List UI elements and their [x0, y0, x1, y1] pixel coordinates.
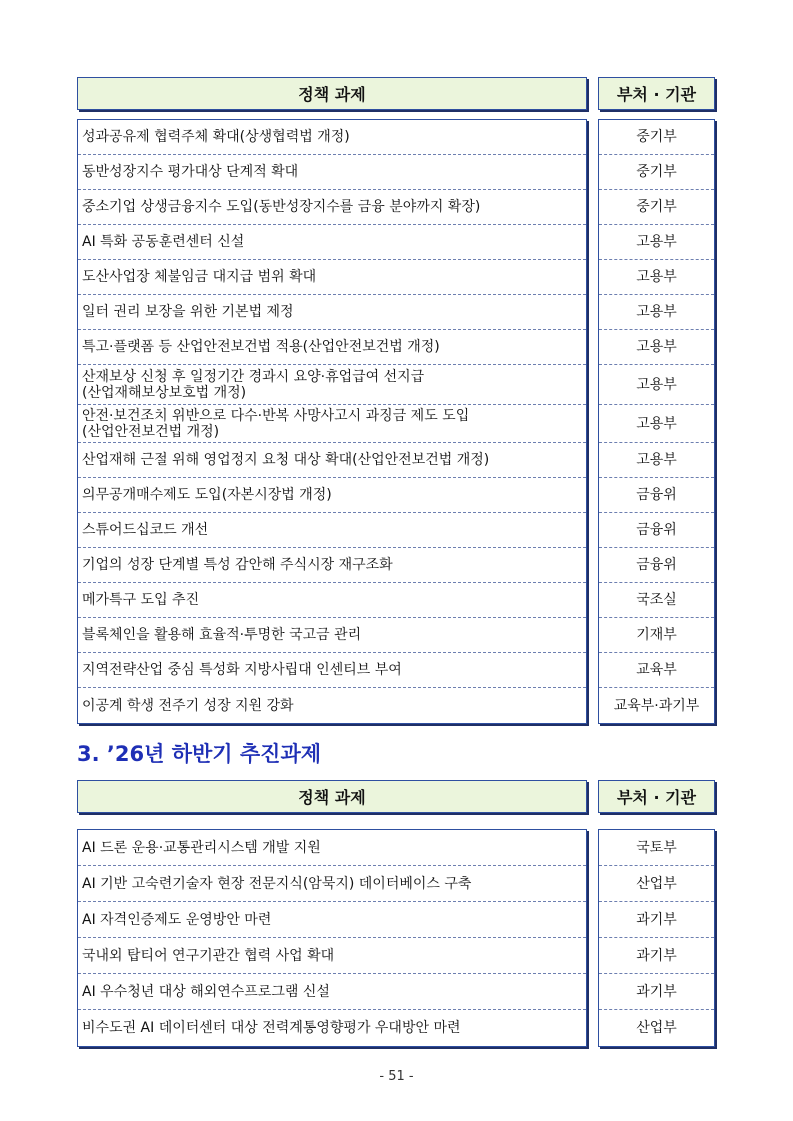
- table2-header: [77, 780, 715, 813]
- policy-cell: 안전·보건조치 위반으로 다수·반복 사망사고시 과징금 제도 도입 (산업안전보건법 개정): [78, 405, 586, 443]
- policy-column: [77, 829, 587, 1047]
- policy-cell: 특고·플랫폼 등 산업안전보건법 적용(산업안전보건법 개정): [78, 330, 586, 365]
- policy-cell: 도산사업장 체불임금 대지급 범위 확대: [78, 260, 586, 295]
- dept-column-header: 부처 · 기관: [598, 77, 715, 110]
- policy-cell: 기업의 성장 단계별 특성 감안해 주식시장 재구조화: [78, 548, 586, 583]
- dept-cell: 국토부: [599, 830, 714, 866]
- policy-cell: 중소기업 상생금융지수 도입(동반성장지수를 금융 분야까지 확장): [78, 190, 586, 225]
- dept-cell: 기재부: [599, 618, 714, 653]
- dept-column-header: 부처 · 기관: [598, 780, 715, 813]
- policy-cell: AI 기반 고숙련기술자 현장 전문지식(암묵지) 데이터베이스 구축: [78, 866, 586, 902]
- policy-cell: 의무공개매수제도 도입(자본시장법 개정): [78, 478, 586, 513]
- policy-cell: AI 드론 운용·교통관리시스템 개발 지원: [78, 830, 586, 866]
- dept-cell: 과기부: [599, 938, 714, 974]
- policy-cell: 블록체인을 활용해 효율적·투명한 국고금 관리: [78, 618, 586, 653]
- dept-cell: 고용부: [599, 260, 714, 295]
- dept-cell: 금융위: [599, 548, 714, 583]
- dept-cell: 금융위: [599, 478, 714, 513]
- dept-cell: 중기부: [599, 190, 714, 225]
- policy-cell: AI 자격인증제도 운영방안 마련: [78, 902, 586, 938]
- policy-column: [77, 119, 587, 724]
- policy-cell: 일터 권리 보장을 위한 기본법 제정: [78, 295, 586, 330]
- policy-cell: 국내외 탑티어 연구기관간 협력 사업 확대: [78, 938, 586, 974]
- dept-cell: 교육부: [599, 653, 714, 688]
- policy-cell: 이공계 학생 전주기 성장 지원 강화: [82, 697, 294, 714]
- policy-cell: AI 특화 공동훈련센터 신설: [78, 225, 586, 260]
- dept-cell: 중기부: [599, 155, 714, 190]
- dept-cell: 고용부: [599, 295, 714, 330]
- policy-cell: 동반성장지수 평가대상 단계적 확대: [78, 155, 586, 190]
- dept-cell: 과기부: [599, 902, 714, 938]
- dept-cell: 국조실: [599, 583, 714, 618]
- dept-cell: 중기부: [599, 120, 714, 155]
- policy-cell: 메가특구 도입 추진: [78, 583, 586, 618]
- dept-cell: 과기부: [599, 974, 714, 1010]
- dept-cell: 고용부: [599, 225, 714, 260]
- dept-cell: 고용부: [599, 365, 714, 405]
- dept-column: [598, 119, 715, 724]
- policy-column-header: 정책 과제: [77, 780, 587, 813]
- policy-cell: 산재보상 신청 후 일정기간 경과시 요양·휴업급여 선지급 (산업재해보상보호법 개정): [78, 365, 586, 405]
- policy-cell: 지역전략산업 중심 특성화 지방사립대 인센티브 부여: [78, 653, 586, 688]
- dept-cell: 고용부: [599, 443, 714, 478]
- dept-cell: 고용부: [599, 330, 714, 365]
- page-number: - 51 -: [379, 1069, 414, 1084]
- section-title: 3. ’26년 하반기 추진과제: [77, 742, 322, 766]
- policy-cell: AI 우수청년 대상 해외연수프로그램 신설: [78, 974, 586, 1010]
- dept-cell: 산업부: [636, 1020, 677, 1036]
- policy-cell: 스튜어드십코드 개선: [78, 513, 586, 548]
- dept-cell: 금융위: [599, 513, 714, 548]
- table1-header: [77, 77, 715, 110]
- dept-cell: 교육부·과기부: [613, 697, 700, 714]
- policy-cell: 성과공유제 협력주체 확대(상생협력법 개정): [78, 120, 586, 155]
- policy-cell: 비수도권 AI 데이터센터 대상 전력계통영향평가 우대방안 마련: [82, 1020, 461, 1036]
- dept-column: [598, 829, 715, 1047]
- policy-cell: 산업재해 근절 위해 영업정지 요청 대상 확대(산업안전보건법 개정): [78, 443, 586, 478]
- dept-cell: 산업부: [599, 866, 714, 902]
- dept-cell: 고용부: [599, 405, 714, 443]
- policy-column-header: 정책 과제: [77, 77, 587, 110]
